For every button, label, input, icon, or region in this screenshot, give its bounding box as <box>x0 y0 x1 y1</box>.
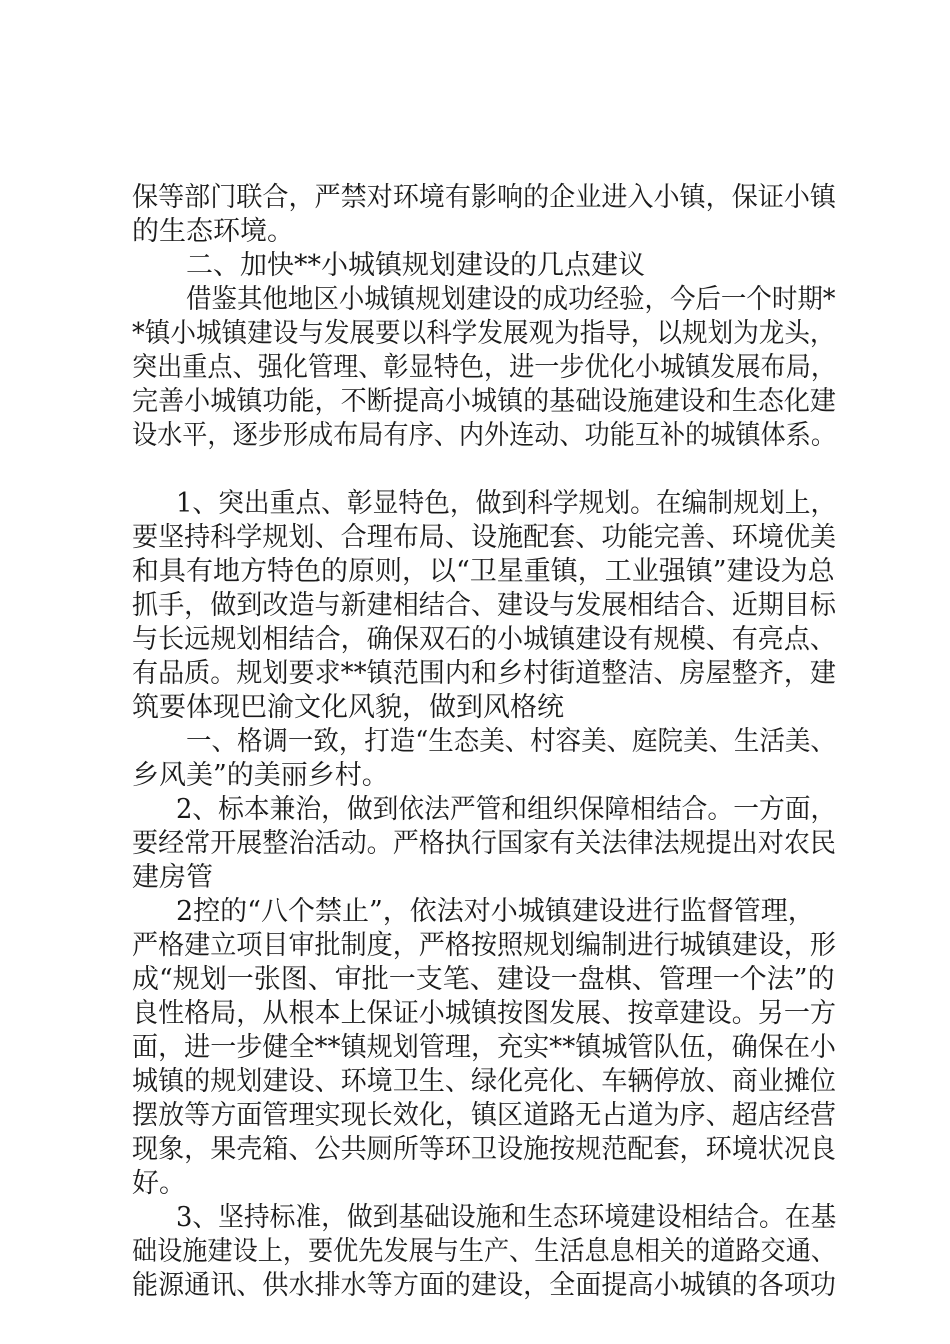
text-line: 严格建立项目审批制度，严格按照规划编制进行城镇建设，形 <box>132 930 836 961</box>
text-line: 乡风美”的美丽乡村。 <box>132 760 389 791</box>
text-line: 现象，果壳箱、公共厕所等环卫设施按规范配套，环境状况良 <box>132 1134 836 1165</box>
text-line: 要经常开展整治活动。严格执行国家有关法律法规提出对农民 <box>132 828 836 859</box>
text-line: 2控的“八个禁止”，依法对小城镇建设进行监督管理， <box>176 896 815 927</box>
text-line: 有品质。规划要求**镇范围内和乡村街道整洁、房屋整齐，建 <box>132 658 836 689</box>
text-line: 与长远规划相结合，确保双石的小城镇建设有规模、有亮点、 <box>132 624 836 655</box>
text-line: 2、标本兼治，做到依法严管和组织保障相结合。一方面， <box>176 794 837 825</box>
text-line: 面，进一步健全**镇规划管理，充实**镇城管队伍，确保在小 <box>132 1032 836 1063</box>
section-heading: 二、加快**小城镇规划建设的几点建议 <box>186 250 645 281</box>
text-line: 完善小城镇功能，不断提高小城镇的基础设施建设和生态化建 <box>132 386 836 417</box>
text-line: 突出重点、强化管理、彰显特色，进一步优化小城镇发展布局， <box>132 352 836 383</box>
text-line: 3、坚持标准，做到基础设施和生态环境建设相结合。在基 <box>176 1202 837 1233</box>
text-line: 成“规划一张图、审批一支笔、建设一盘棋、管理一个法”的 <box>132 964 835 995</box>
text-line: 要坚持科学规划、合理布局、设施配套、功能完善、环境优美 <box>132 522 836 553</box>
text-line: 保等部门联合，严禁对环境有影响的企业进入小镇，保证小镇 <box>132 182 836 213</box>
text-line: 能源通讯、供水排水等方面的建设，全面提高小城镇的各项功 <box>132 1270 836 1301</box>
text-line: 良性格局，从根本上保证小城镇按图发展、按章建设。另一方 <box>132 998 836 1029</box>
text-line: 借鉴其他地区小城镇规划建设的成功经验，今后一个时期* <box>186 284 836 315</box>
text-line: 筑要体现巴渝文化风貌，做到风格统 <box>132 692 564 723</box>
text-line: 设水平，逐步形成布局有序、内外连动、功能互补的城镇体系。 <box>132 420 836 451</box>
text-line: 础设施建设上，要优先发展与生产、生活息息相关的道路交通、 <box>132 1236 836 1267</box>
text-line: 建房管 <box>132 862 213 893</box>
text-line: 城镇的规划建设、环境卫生、绿化亮化、车辆停放、商业摊位 <box>132 1066 836 1097</box>
text-line: *镇小城镇建设与发展要以科学发展观为指导，以规划为龙头， <box>132 318 836 349</box>
text-line: 抓手，做到改造与新建相结合、建设与发展相结合、近期目标 <box>132 590 836 621</box>
text-line: 好。 <box>132 1168 186 1199</box>
text-line: 1、突出重点、彰显特色，做到科学规划。在编制规划上， <box>176 488 837 519</box>
text-line: 一、格调一致，打造“生态美、村容美、庭院美、生活美、 <box>186 726 836 757</box>
text-line: 摆放等方面管理实现长效化，镇区道路无占道为序、超店经营 <box>132 1100 836 1131</box>
text-line: 的生态环境。 <box>132 216 294 247</box>
text-line: 和具有地方特色的原则，以“卫星重镇，工业强镇”建设为总 <box>132 556 835 587</box>
